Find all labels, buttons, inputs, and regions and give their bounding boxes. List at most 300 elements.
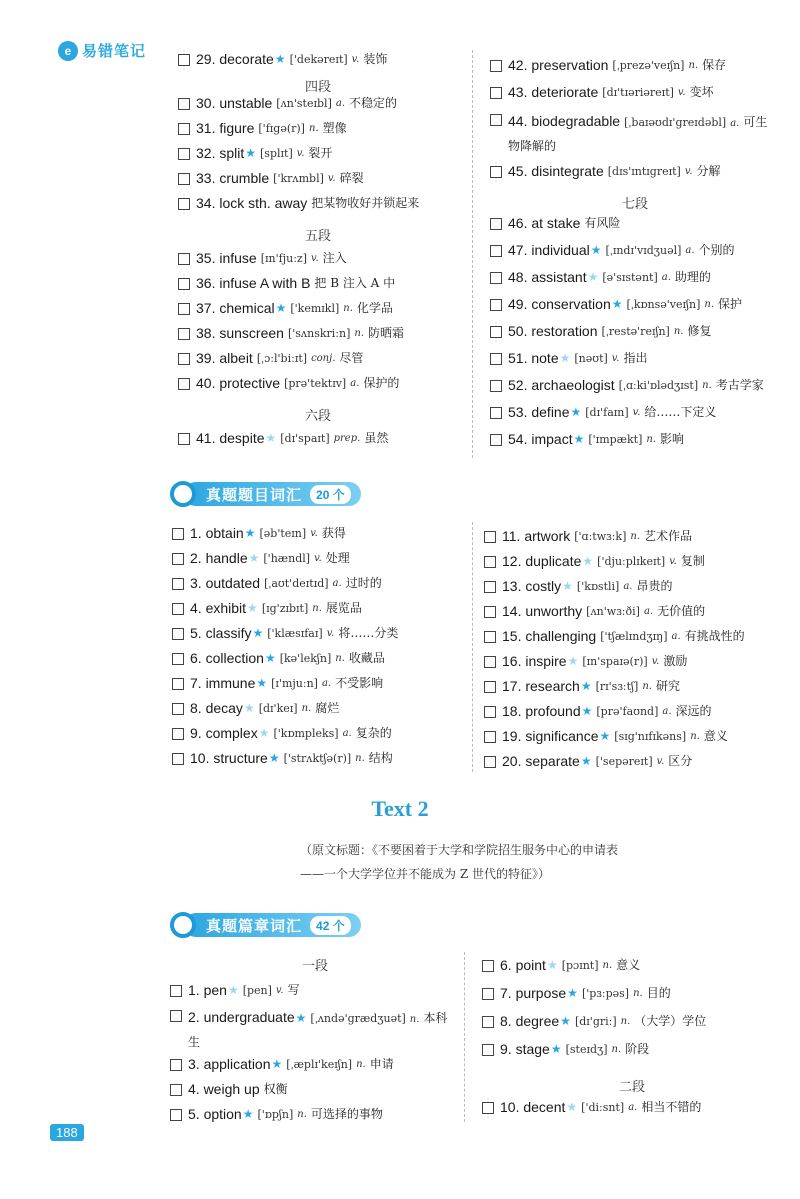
vocab-word: 13. costly [502, 578, 562, 594]
meaning: 保护的 [363, 376, 400, 390]
phonetic: [ɪn'fjuːz] [260, 252, 307, 265]
star-icon: ★ [274, 52, 286, 66]
phonetic: [splɪt] [260, 147, 293, 160]
vocab-item [170, 981, 460, 1006]
part-of-speech: a. [661, 272, 671, 283]
phonetic: [ɪg'zɪbɪt] [261, 602, 309, 615]
vocab-item [490, 349, 780, 376]
section-banner-question-vocab [170, 481, 361, 507]
phonetic: ['klæsɪfaɪ] [267, 627, 323, 640]
checkbox[interactable] [490, 299, 502, 311]
part-of-speech: a. [350, 378, 360, 389]
meaning: 深远的 [675, 704, 712, 718]
part-of-speech: v. [351, 54, 360, 65]
banner-count: 42 个 [310, 916, 351, 935]
checkbox[interactable] [178, 378, 190, 390]
vocab-word: 41. despite [196, 430, 265, 446]
vocab-item [484, 577, 784, 602]
checkbox[interactable] [490, 60, 502, 72]
checkbox[interactable] [172, 653, 184, 665]
checkbox[interactable] [482, 988, 494, 1000]
column-divider [464, 952, 465, 1122]
phonetic: [ˌkɒnsə'veɪʃn] [626, 298, 701, 311]
part-of-speech: v. [296, 148, 305, 159]
vocab-word: 53. define [508, 404, 570, 420]
meaning: 写 [287, 983, 300, 997]
checkbox[interactable] [178, 148, 190, 160]
vocab-word: 51. note [508, 350, 559, 366]
vocab-word: 8. degree [500, 1013, 560, 1029]
vocab-word: 6. collection [190, 650, 264, 666]
vocab-item [490, 241, 780, 268]
meaning: 腐烂 [315, 701, 340, 715]
meaning: 碎裂 [339, 171, 364, 185]
checkbox[interactable] [490, 218, 502, 230]
vocab-item [172, 524, 462, 549]
star-icon: ★ [582, 554, 594, 568]
part-of-speech: v. [611, 353, 620, 364]
part-of-speech: n. [646, 434, 657, 445]
phonetic: [ɪ'mjuːn] [271, 677, 318, 690]
meaning: 结构 [368, 751, 393, 765]
vocab-item [172, 749, 462, 774]
part-of-speech: v. [669, 556, 677, 567]
original-title-note: （原文标题：《不要困着于大学和学院招生服务中心的申请表——一个大学学位并不能成为 Z 世代的特征》） [300, 843, 619, 881]
checkbox[interactable] [484, 681, 496, 693]
meaning: 把 B 注入 A 中 [314, 276, 396, 290]
checkbox[interactable] [170, 1109, 182, 1121]
checkbox[interactable] [484, 731, 496, 743]
phonetic: ['tʃælɪndʒɪŋ] [600, 630, 668, 643]
part-of-speech: a. [628, 1102, 638, 1113]
vocab-item [178, 349, 458, 374]
meaning: 影响 [660, 432, 685, 446]
vocab-word: 31. figure [196, 120, 255, 136]
section-heading: 七段 [621, 197, 648, 212]
section-banner-passage-vocab [170, 912, 361, 938]
star-icon: ★ [242, 1107, 254, 1121]
magnifier-icon [170, 912, 196, 938]
checkbox[interactable] [178, 278, 190, 290]
meaning: 将……分类 [338, 626, 399, 640]
star-icon: ★ [599, 729, 611, 743]
meaning: 可生物降解的 [508, 115, 768, 153]
section-heading: 四段 [304, 80, 331, 95]
meaning: 装饰 [363, 52, 388, 66]
banner-title: 真题题目词汇 [206, 486, 303, 504]
part-of-speech: n. [690, 731, 700, 742]
banner-count: 20 个 [310, 485, 351, 504]
part-of-speech: v. [311, 253, 319, 264]
meaning: 研究 [655, 679, 680, 693]
meaning: （大学）学位 [634, 1014, 707, 1028]
vocab-word: 33. crumble [196, 170, 270, 186]
part-of-speech: v. [275, 985, 284, 996]
part-of-speech: n. [642, 681, 652, 692]
part-of-speech: v. [651, 656, 660, 667]
vocab-item [170, 1105, 460, 1130]
part-of-speech: a. [662, 706, 672, 717]
vocab-item [490, 430, 780, 457]
vocab-word: 36. infuse A with B [196, 275, 311, 291]
checkbox[interactable] [482, 1016, 494, 1028]
vocab-item [484, 652, 784, 677]
meaning: 分解 [696, 164, 721, 178]
star-icon: ★ [275, 301, 287, 315]
checkbox[interactable] [490, 326, 502, 338]
vocab-word: 1. pen [188, 982, 227, 998]
meaning: 指出 [623, 351, 648, 365]
vocab-item [178, 274, 458, 299]
vocab-word: 38. sunscreen [196, 325, 284, 341]
meaning: 相当不错的 [641, 1100, 702, 1114]
vocab-item [484, 627, 784, 652]
vocab-word: 17. research [502, 678, 580, 694]
phonetic: [ˌʌndə'grædʒuət] [310, 1012, 406, 1025]
checkbox[interactable] [490, 245, 502, 257]
part-of-speech: n. [354, 328, 365, 339]
vocab-word: 29. decorate [196, 51, 274, 67]
vocab-word: 7. immune [190, 675, 256, 691]
star-icon: ★ [265, 431, 277, 445]
meaning: 防晒霜 [368, 326, 405, 340]
phonetic: [ˌbaɪəʊdɪ'greɪdəbl] [624, 116, 727, 129]
vocab-word: 4. weigh up [188, 1081, 260, 1097]
vocab-word: 19. significance [502, 728, 599, 744]
vocab-item [170, 1006, 455, 1055]
vocab-item [484, 752, 784, 777]
part-of-speech: v. [656, 756, 665, 767]
phonetic: ['krʌmbl] [273, 172, 324, 185]
vocab-word: 15. challenging [502, 628, 597, 644]
checkbox[interactable] [178, 253, 190, 265]
checkbox[interactable] [484, 706, 496, 718]
vocab-item [172, 574, 462, 599]
phonetic: [əb'teɪn] [259, 527, 307, 540]
part-of-speech: n. [688, 60, 699, 71]
vocab-item [490, 295, 780, 322]
phonetic: ['ɪmpækt] [588, 433, 643, 446]
star-icon: ★ [570, 405, 582, 419]
vocab-item [178, 374, 458, 399]
checkbox[interactable] [170, 985, 182, 997]
vocab-item [178, 324, 458, 349]
vocab-item [482, 1012, 782, 1040]
vocab-word: 34. lock sth. away [196, 195, 308, 211]
part-of-speech: n. [602, 960, 613, 971]
meaning: 艺术作品 [644, 529, 693, 543]
vocab-word: 52. archaeologist [508, 377, 615, 393]
checkbox[interactable] [490, 87, 502, 99]
vocab-word: 49. conservation [508, 296, 611, 312]
brand-logo [58, 40, 146, 61]
checkbox[interactable] [490, 380, 502, 392]
column-divider [472, 522, 473, 772]
phonetic: [rɪ'sɜːtʃ] [595, 680, 639, 693]
checkbox[interactable] [172, 628, 184, 640]
checkbox[interactable] [178, 123, 190, 135]
vocab-word: 9. stage [500, 1041, 550, 1057]
star-icon: ★ [590, 243, 602, 257]
meaning: 不稳定的 [349, 96, 398, 110]
star-icon: ★ [580, 754, 592, 768]
checkbox[interactable] [172, 603, 184, 615]
vocab-word: 2. handle [190, 550, 248, 566]
vocab-item [490, 83, 780, 110]
vocab-item [178, 169, 458, 194]
meaning: 复杂的 [355, 726, 392, 740]
vocab-item [484, 527, 784, 552]
vocab-item [484, 602, 784, 627]
meaning: 可选择的事物 [310, 1107, 383, 1121]
part-of-speech: n. [335, 653, 345, 664]
meaning: 有挑战性的 [684, 629, 745, 643]
star-icon: ★ [295, 1011, 307, 1025]
vocab-item [172, 649, 462, 674]
phonetic: [dɪ'griː] [574, 1015, 617, 1028]
part-of-speech: v. [314, 553, 322, 564]
meaning: 本科生 [188, 1011, 448, 1049]
part-of-speech: a. [321, 678, 332, 689]
phonetic: ['hændl] [263, 552, 311, 565]
checkbox[interactable] [178, 98, 190, 110]
vocab-item [490, 403, 780, 430]
checkbox[interactable] [178, 303, 190, 315]
vocab-item [178, 194, 458, 219]
vocab-item [172, 674, 462, 699]
star-icon: ★ [581, 704, 593, 718]
brand-name: 易错笔记 [82, 43, 147, 60]
vocab-word: 20. separate [502, 753, 580, 769]
vocab-word: 12. duplicate [502, 553, 582, 569]
part-of-speech: n. [702, 380, 712, 391]
part-of-speech: a. [335, 98, 345, 109]
star-icon: ★ [611, 297, 623, 311]
vocab-item [490, 56, 780, 83]
vocab-word: 10. structure [190, 750, 268, 766]
meaning: 过时的 [345, 576, 382, 590]
checkbox[interactable] [484, 631, 496, 643]
checkbox[interactable] [178, 198, 190, 210]
phonetic: [ʌn'steɪbl] [276, 97, 332, 110]
vocab-item [178, 249, 458, 274]
part-of-speech: n. [630, 531, 641, 542]
phonetic: [dɪs'ɪntɪgreɪt] [607, 165, 681, 178]
phonetic: [sɪg'nɪfɪkəns] [614, 730, 687, 743]
meaning: 无价值的 [657, 604, 706, 618]
phonetic: [prə'tektɪv] [284, 377, 347, 390]
checkbox[interactable] [490, 114, 502, 126]
part-of-speech: n. [355, 753, 365, 764]
part-of-speech: n. [611, 1044, 622, 1055]
phonetic: ['sʌnskriːn] [287, 327, 351, 340]
checkbox[interactable] [172, 728, 184, 740]
checkbox[interactable] [482, 1044, 494, 1056]
page-number: 188 [50, 1124, 84, 1141]
vocab-column-top-right [490, 56, 780, 457]
checkbox[interactable] [178, 173, 190, 185]
vocab-word: 5. option [188, 1106, 242, 1122]
vocab-word: 46. at stake [508, 215, 581, 231]
checkbox[interactable] [178, 353, 190, 365]
checkbox[interactable] [484, 581, 496, 593]
star-icon: ★ [252, 626, 264, 640]
star-icon: ★ [573, 432, 585, 446]
checkbox[interactable] [170, 1059, 182, 1071]
vocab-item [490, 268, 780, 295]
checkbox[interactable] [172, 553, 184, 565]
vocab-item [178, 429, 458, 454]
meaning: 个别的 [698, 243, 735, 257]
phonetic: ['djuːplɪkeɪt] [597, 555, 666, 568]
star-icon: ★ [562, 579, 573, 593]
column-divider [472, 50, 473, 458]
meaning: 变坏 [689, 85, 714, 99]
phonetic: [ˌprezə'veɪʃn] [612, 59, 685, 72]
phonetic: [dɪ'faɪn] [585, 406, 629, 419]
meaning: 阶段 [625, 1042, 650, 1056]
section-heading: 六段 [304, 409, 331, 424]
vocab-item [172, 549, 462, 574]
checkbox[interactable] [172, 528, 184, 540]
part-of-speech: a. [342, 728, 352, 739]
vocab-word: 37. chemical [196, 300, 275, 316]
checkbox[interactable] [484, 756, 496, 768]
meaning: 激励 [663, 654, 688, 668]
vocab-item [178, 50, 458, 70]
meaning: 把某物收好并锁起来 [311, 196, 420, 210]
part-of-speech: n. [308, 123, 319, 134]
star-icon: ★ [264, 651, 276, 665]
meaning: 意义 [616, 958, 641, 972]
vocab-item [482, 984, 782, 1012]
meaning: 保存 [702, 58, 727, 72]
phonetic: [prə'faʊnd] [596, 705, 659, 718]
part-of-speech: n. [620, 1016, 631, 1027]
checkbox[interactable] [490, 434, 502, 446]
vocab-word: 45. disintegrate [508, 163, 604, 179]
part-of-speech: v. [632, 407, 641, 418]
star-icon: ★ [567, 986, 578, 1000]
vocab-column-top-left [178, 50, 458, 454]
phonetic: ['fɪgə(r)] [258, 122, 305, 135]
meaning: 展览品 [325, 601, 362, 615]
meaning: 考古学家 [715, 378, 764, 392]
part-of-speech: v. [326, 628, 335, 639]
meaning: 注入 [322, 251, 347, 265]
star-icon: ★ [559, 351, 571, 365]
checkbox[interactable] [172, 678, 184, 690]
checkbox[interactable] [484, 606, 496, 618]
phonetic: [ˌɔːl'biːɪt] [256, 352, 308, 365]
section-heading: 五段 [304, 229, 331, 244]
checkbox[interactable] [484, 531, 496, 543]
vocab-word: 5. classify [190, 625, 252, 641]
phonetic: ['dekəreɪt] [289, 53, 348, 66]
vocab-word: 44. biodegradable [508, 113, 621, 129]
checkbox[interactable] [490, 166, 502, 178]
meaning: 虽然 [364, 431, 389, 445]
star-icon: ★ [587, 270, 599, 284]
checkbox[interactable] [172, 753, 184, 765]
meaning: 昂贵的 [636, 579, 673, 593]
vocab-item [172, 699, 462, 724]
meaning: 意义 [703, 729, 728, 743]
checkbox[interactable] [484, 656, 496, 668]
vocab-item [490, 162, 780, 188]
phonetic: [ˌrestə'reɪʃn] [601, 325, 670, 338]
vocab-word: 35. infuse [196, 250, 257, 266]
vocab-word: 3. outdated [190, 575, 261, 591]
phonetic: ['diːsnt] [581, 1101, 625, 1114]
star-icon: ★ [244, 526, 256, 540]
checkbox[interactable] [170, 1010, 182, 1022]
vocab-word: 30. unstable [196, 95, 273, 111]
phonetic: [dɪ'spaɪt] [280, 432, 330, 445]
phonetic: [ˌæplɪ'keɪʃn] [286, 1058, 353, 1071]
part-of-speech: n. [409, 1014, 420, 1025]
magnifier-icon [170, 481, 196, 507]
star-icon: ★ [247, 601, 258, 615]
phonetic: ['ɒpʃn] [257, 1108, 294, 1121]
checkbox[interactable] [490, 272, 502, 284]
checkbox[interactable] [178, 328, 190, 340]
checkbox[interactable] [172, 578, 184, 590]
checkbox[interactable] [482, 1102, 494, 1114]
part-of-speech: prep. [333, 433, 361, 444]
star-icon: ★ [550, 1042, 562, 1056]
checkbox[interactable] [178, 54, 190, 66]
meaning: 收藏品 [348, 651, 385, 665]
vocab-word: 6. point [500, 957, 546, 973]
checkbox[interactable] [490, 407, 502, 419]
checkbox[interactable] [482, 960, 494, 972]
star-icon: ★ [227, 983, 239, 997]
phonetic: [pen] [242, 984, 272, 997]
phonetic: [ˌɑːki'ɒlədʒɪst] [618, 379, 699, 392]
phonetic: ['sepəreɪt] [595, 755, 653, 768]
checkbox[interactable] [178, 433, 190, 445]
checkbox[interactable] [170, 1084, 182, 1096]
meaning: 修复 [687, 324, 712, 338]
vocab-item [172, 724, 462, 749]
part-of-speech: a. [730, 118, 740, 129]
star-icon: ★ [258, 726, 270, 740]
part-of-speech: a. [623, 581, 633, 592]
meaning: 尽管 [339, 351, 364, 365]
part-of-speech: v. [684, 166, 693, 177]
vocab-item [178, 119, 458, 144]
vocab-word: 7. purpose [500, 985, 567, 1001]
meaning: 处理 [325, 551, 350, 565]
vocab-column-mid-right [484, 527, 784, 777]
checkbox[interactable] [484, 556, 496, 568]
checkbox[interactable] [490, 353, 502, 365]
vocab-word: 48. assistant [508, 269, 587, 285]
checkbox[interactable] [172, 703, 184, 715]
part-of-speech: a. [332, 578, 342, 589]
star-icon: ★ [243, 701, 255, 715]
phonetic: [ə'sɪstənt] [602, 271, 658, 284]
part-of-speech: v. [677, 87, 686, 98]
star-icon: ★ [560, 1014, 571, 1028]
vocab-item [178, 299, 458, 324]
star-icon: ★ [245, 146, 257, 160]
star-icon: ★ [546, 958, 558, 972]
phonetic: [steɪdʒ] [565, 1043, 608, 1056]
meaning: 获得 [321, 526, 346, 540]
star-icon: ★ [580, 679, 592, 693]
